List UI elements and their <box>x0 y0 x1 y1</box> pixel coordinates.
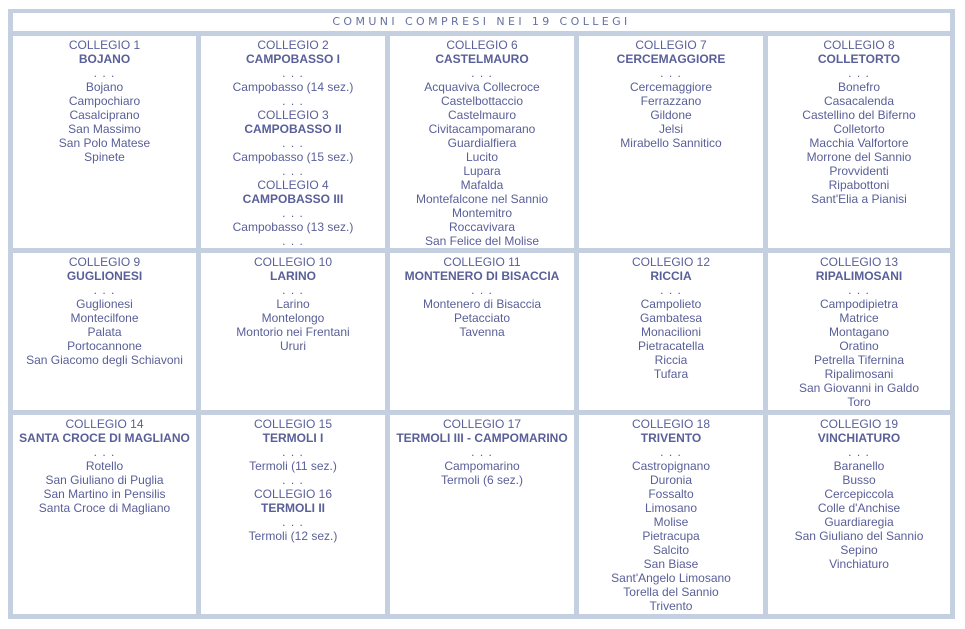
town-name: Castelbottaccio <box>440 94 524 108</box>
town-name: Portocannone <box>67 339 142 353</box>
town-name: Sepino <box>840 543 878 557</box>
collegio-name: LARINO <box>270 269 316 283</box>
collegio-name: CAMPOBASSO III <box>242 192 344 206</box>
town-name: Torella del Sannio <box>623 585 719 599</box>
separator-dots: . . . <box>660 445 682 459</box>
separator-dots: . . . <box>282 164 304 178</box>
town-name: Bonefro <box>837 80 881 94</box>
collegio-cell <box>579 253 763 410</box>
separator-dots: . . . <box>282 283 304 297</box>
town-name: San Polo Matese <box>58 136 151 150</box>
town-name: Montefalcone nel Sannio <box>415 192 549 206</box>
town-name: Lucito <box>465 150 499 164</box>
collegio-name: RIPALIMOSANI <box>815 269 903 283</box>
town-name: San Giovanni in Galdo <box>798 381 920 395</box>
collegio-name: TERMOLI III - CAMPOMARINO <box>396 431 568 445</box>
collegio-label: COLLEGIO 7 <box>635 38 707 52</box>
separator-dots: . . . <box>471 283 493 297</box>
collegio-cell <box>768 253 950 410</box>
town-name: San Massimo <box>68 122 141 136</box>
collegio-name: CASTELMAURO <box>435 52 529 66</box>
town-name: Petacciato <box>453 311 511 325</box>
town-name: Ripalimosani <box>824 367 894 381</box>
collegio-cell <box>13 415 196 614</box>
collegio-label: COLLEGIO 6 <box>446 38 518 52</box>
separator-dots: . . . <box>93 66 116 80</box>
town-name: Jelsi <box>658 122 683 136</box>
town-name: Termoli (12 sez.) <box>248 529 338 543</box>
town-name: Gildone <box>650 108 692 122</box>
town-name: San Martino in Pensilis <box>43 487 166 501</box>
separator-dots: . . . <box>848 445 870 459</box>
separator-dots: . . . <box>282 206 304 220</box>
collegio-label: COLLEGIO 8 <box>823 38 895 52</box>
town-name: Oratino <box>839 339 879 353</box>
collegio-label: COLLEGIO 4 <box>257 178 329 192</box>
town-name: Termoli (11 sez.) <box>249 459 337 473</box>
town-name: Colle d'Anchise <box>817 501 901 515</box>
town-name: Palata <box>87 325 122 339</box>
collegio-name: MONTENERO DI BISACCIA <box>404 269 560 283</box>
town-name: Larino <box>276 297 310 311</box>
table-title: COMUNI COMPRESI NEI 19 COLLEGI <box>13 13 950 31</box>
town-name: Casacalenda <box>823 94 895 108</box>
collegi-table <box>8 9 955 619</box>
town-name: Castellino del Biferno <box>802 108 916 122</box>
town-name: Tufara <box>653 367 689 381</box>
town-name: Campobasso (14 sez.) <box>232 80 354 94</box>
collegio-label: COLLEGIO 12 <box>631 255 711 269</box>
separator-dots: . . . <box>848 66 870 80</box>
collegio-name: TERMOLI I <box>262 431 324 445</box>
separator-dots: . . . <box>282 473 304 487</box>
town-name: Ferrazzano <box>640 94 702 108</box>
town-name: Campodipietra <box>819 297 899 311</box>
town-name: Toro <box>847 395 871 409</box>
town-name: Colletorto <box>833 122 885 136</box>
town-name: Matrice <box>839 311 879 325</box>
collegio-cell <box>13 253 196 410</box>
collegio-name: GUGLIONESI <box>66 269 143 283</box>
collegio-cell <box>13 36 196 248</box>
town-name: Campomarino <box>444 459 520 473</box>
town-name: San Giuliano del Sannio <box>794 529 924 543</box>
town-name: San Biase <box>643 557 699 571</box>
collegio-cell <box>579 415 763 614</box>
separator-dots: . . . <box>282 445 304 459</box>
collegio-label: COLLEGIO 17 <box>442 417 522 431</box>
town-name: Montelongo <box>261 311 325 325</box>
separator-dots: . . . <box>282 136 304 150</box>
town-name: Bojano <box>85 80 124 94</box>
collegio-cell <box>201 415 385 614</box>
town-name: Montemitro <box>451 206 513 220</box>
collegio-cell <box>768 36 950 248</box>
collegio-label: COLLEGIO 13 <box>819 255 899 269</box>
collegio-cell <box>390 253 574 410</box>
town-name: Rotello <box>85 459 124 473</box>
town-name: Vinchiaturo <box>829 557 889 571</box>
collegio-name: TERMOLI II <box>261 501 325 515</box>
town-name: Limosano <box>644 501 698 515</box>
town-name: Riccia <box>654 353 688 367</box>
collegio-name: CERCEMAGGIORE <box>616 52 726 66</box>
town-name: Trivento <box>649 599 693 613</box>
town-name: Acquaviva Collecroce <box>424 80 540 94</box>
town-name: Montecilfone <box>70 311 139 325</box>
town-name: Guardiaregia <box>824 515 894 529</box>
town-name: San Felice del Molise <box>424 234 540 248</box>
separator-dots: . . . <box>282 234 304 248</box>
town-name: Montorio nei Frentani <box>236 325 350 339</box>
separator-dots: . . . <box>93 445 116 459</box>
town-name: Salcito <box>652 543 690 557</box>
town-name: Mafalda <box>460 178 504 192</box>
town-name: Guglionesi <box>76 297 133 311</box>
town-name: Castelmauro <box>447 108 517 122</box>
collegio-cell <box>579 36 763 248</box>
town-name: Civitacampomarano <box>428 122 536 136</box>
town-name: Pietracupa <box>642 529 700 543</box>
town-name: Campolieto <box>640 297 702 311</box>
collegio-label: COLLEGIO 11 <box>443 255 521 269</box>
collegio-name: COLLETORTO <box>817 52 901 66</box>
town-name: Molise <box>653 515 689 529</box>
collegio-label: COLLEGIO 16 <box>253 487 333 501</box>
town-name: Pietracatella <box>637 339 705 353</box>
town-name: Guardialfiera <box>447 136 517 150</box>
town-name: Campochiaro <box>68 94 141 108</box>
town-name: Santa Croce di Magliano <box>38 501 171 515</box>
collegio-name: RICCIA <box>650 269 692 283</box>
collegio-label: COLLEGIO 10 <box>253 255 333 269</box>
town-name: Cercepiccola <box>824 487 894 501</box>
collegio-label: COLLEGIO 18 <box>631 417 711 431</box>
town-name: Sant'Elia a Pianisi <box>811 192 907 206</box>
separator-dots: . . . <box>282 515 304 529</box>
collegio-name: BOJANO <box>78 52 131 66</box>
separator-dots: . . . <box>282 94 304 108</box>
town-name: Baranello <box>833 459 885 473</box>
separator-dots: . . . <box>471 445 493 459</box>
town-name: Mirabello Sannitico <box>620 136 722 150</box>
collegio-label: COLLEGIO 9 <box>68 255 141 269</box>
town-name: Monacilioni <box>640 325 702 339</box>
separator-dots: . . . <box>282 66 304 80</box>
town-name: Morrone del Sannio <box>806 150 912 164</box>
collegio-name: SANTA CROCE DI MAGLIANO <box>19 431 190 445</box>
town-name: Spinete <box>84 150 125 164</box>
town-name: San Giacomo degli Schiavoni <box>26 353 183 367</box>
collegio-cell <box>390 36 574 248</box>
collegio-name: VINCHIATURO <box>817 431 901 445</box>
town-name: Busso <box>842 473 876 487</box>
collegio-name: TRIVENTO <box>640 431 702 445</box>
collegio-name: CAMPOBASSO I <box>245 52 340 66</box>
town-name: Castropignano <box>631 459 711 473</box>
town-name: Macchia Valfortore <box>809 136 909 150</box>
collegio-label: COLLEGIO 3 <box>257 108 329 122</box>
town-name: Montagano <box>828 325 890 339</box>
collegio-label: COLLEGIO 15 <box>253 417 333 431</box>
town-name: Lupara <box>463 164 501 178</box>
town-name: Provvidenti <box>829 164 889 178</box>
town-name: Campobasso (13 sez.) <box>232 220 354 234</box>
town-name: Cercemaggiore <box>629 80 713 94</box>
town-name: San Giuliano di Puglia <box>45 473 164 487</box>
town-name: Ripabottoni <box>828 178 890 192</box>
separator-dots: . . . <box>471 66 493 80</box>
town-name: Petrella Tifernina <box>813 353 905 367</box>
collegio-label: COLLEGIO 19 <box>819 417 899 431</box>
town-name: Duronia <box>649 473 693 487</box>
separator-dots: . . . <box>660 66 682 80</box>
town-name: Ururi <box>280 339 306 353</box>
town-name: Casalciprano <box>69 108 140 122</box>
collegio-cell <box>768 415 950 614</box>
town-name: Termoli (6 sez.) <box>440 473 523 487</box>
collegio-label: COLLEGIO 2 <box>257 38 329 52</box>
town-name: Sant'Angelo Limosano <box>611 571 731 585</box>
town-name: Gambatesa <box>639 311 703 325</box>
collegio-cell <box>390 415 574 614</box>
town-name: Fossalto <box>648 487 694 501</box>
collegio-name: CAMPOBASSO II <box>244 122 342 136</box>
town-name: Roccavivara <box>448 220 516 234</box>
separator-dots: . . . <box>93 283 116 297</box>
town-name: Montenero di Bisaccia <box>422 297 542 311</box>
collegio-label: COLLEGIO 14 <box>65 417 144 431</box>
separator-dots: . . . <box>848 283 870 297</box>
collegio-cell <box>201 253 385 410</box>
collegio-label: COLLEGIO 1 <box>68 38 141 52</box>
separator-dots: . . . <box>660 283 682 297</box>
town-name: Campobasso (15 sez.) <box>232 150 354 164</box>
town-name: Tavenna <box>459 325 505 339</box>
collegio-cell <box>201 36 385 248</box>
